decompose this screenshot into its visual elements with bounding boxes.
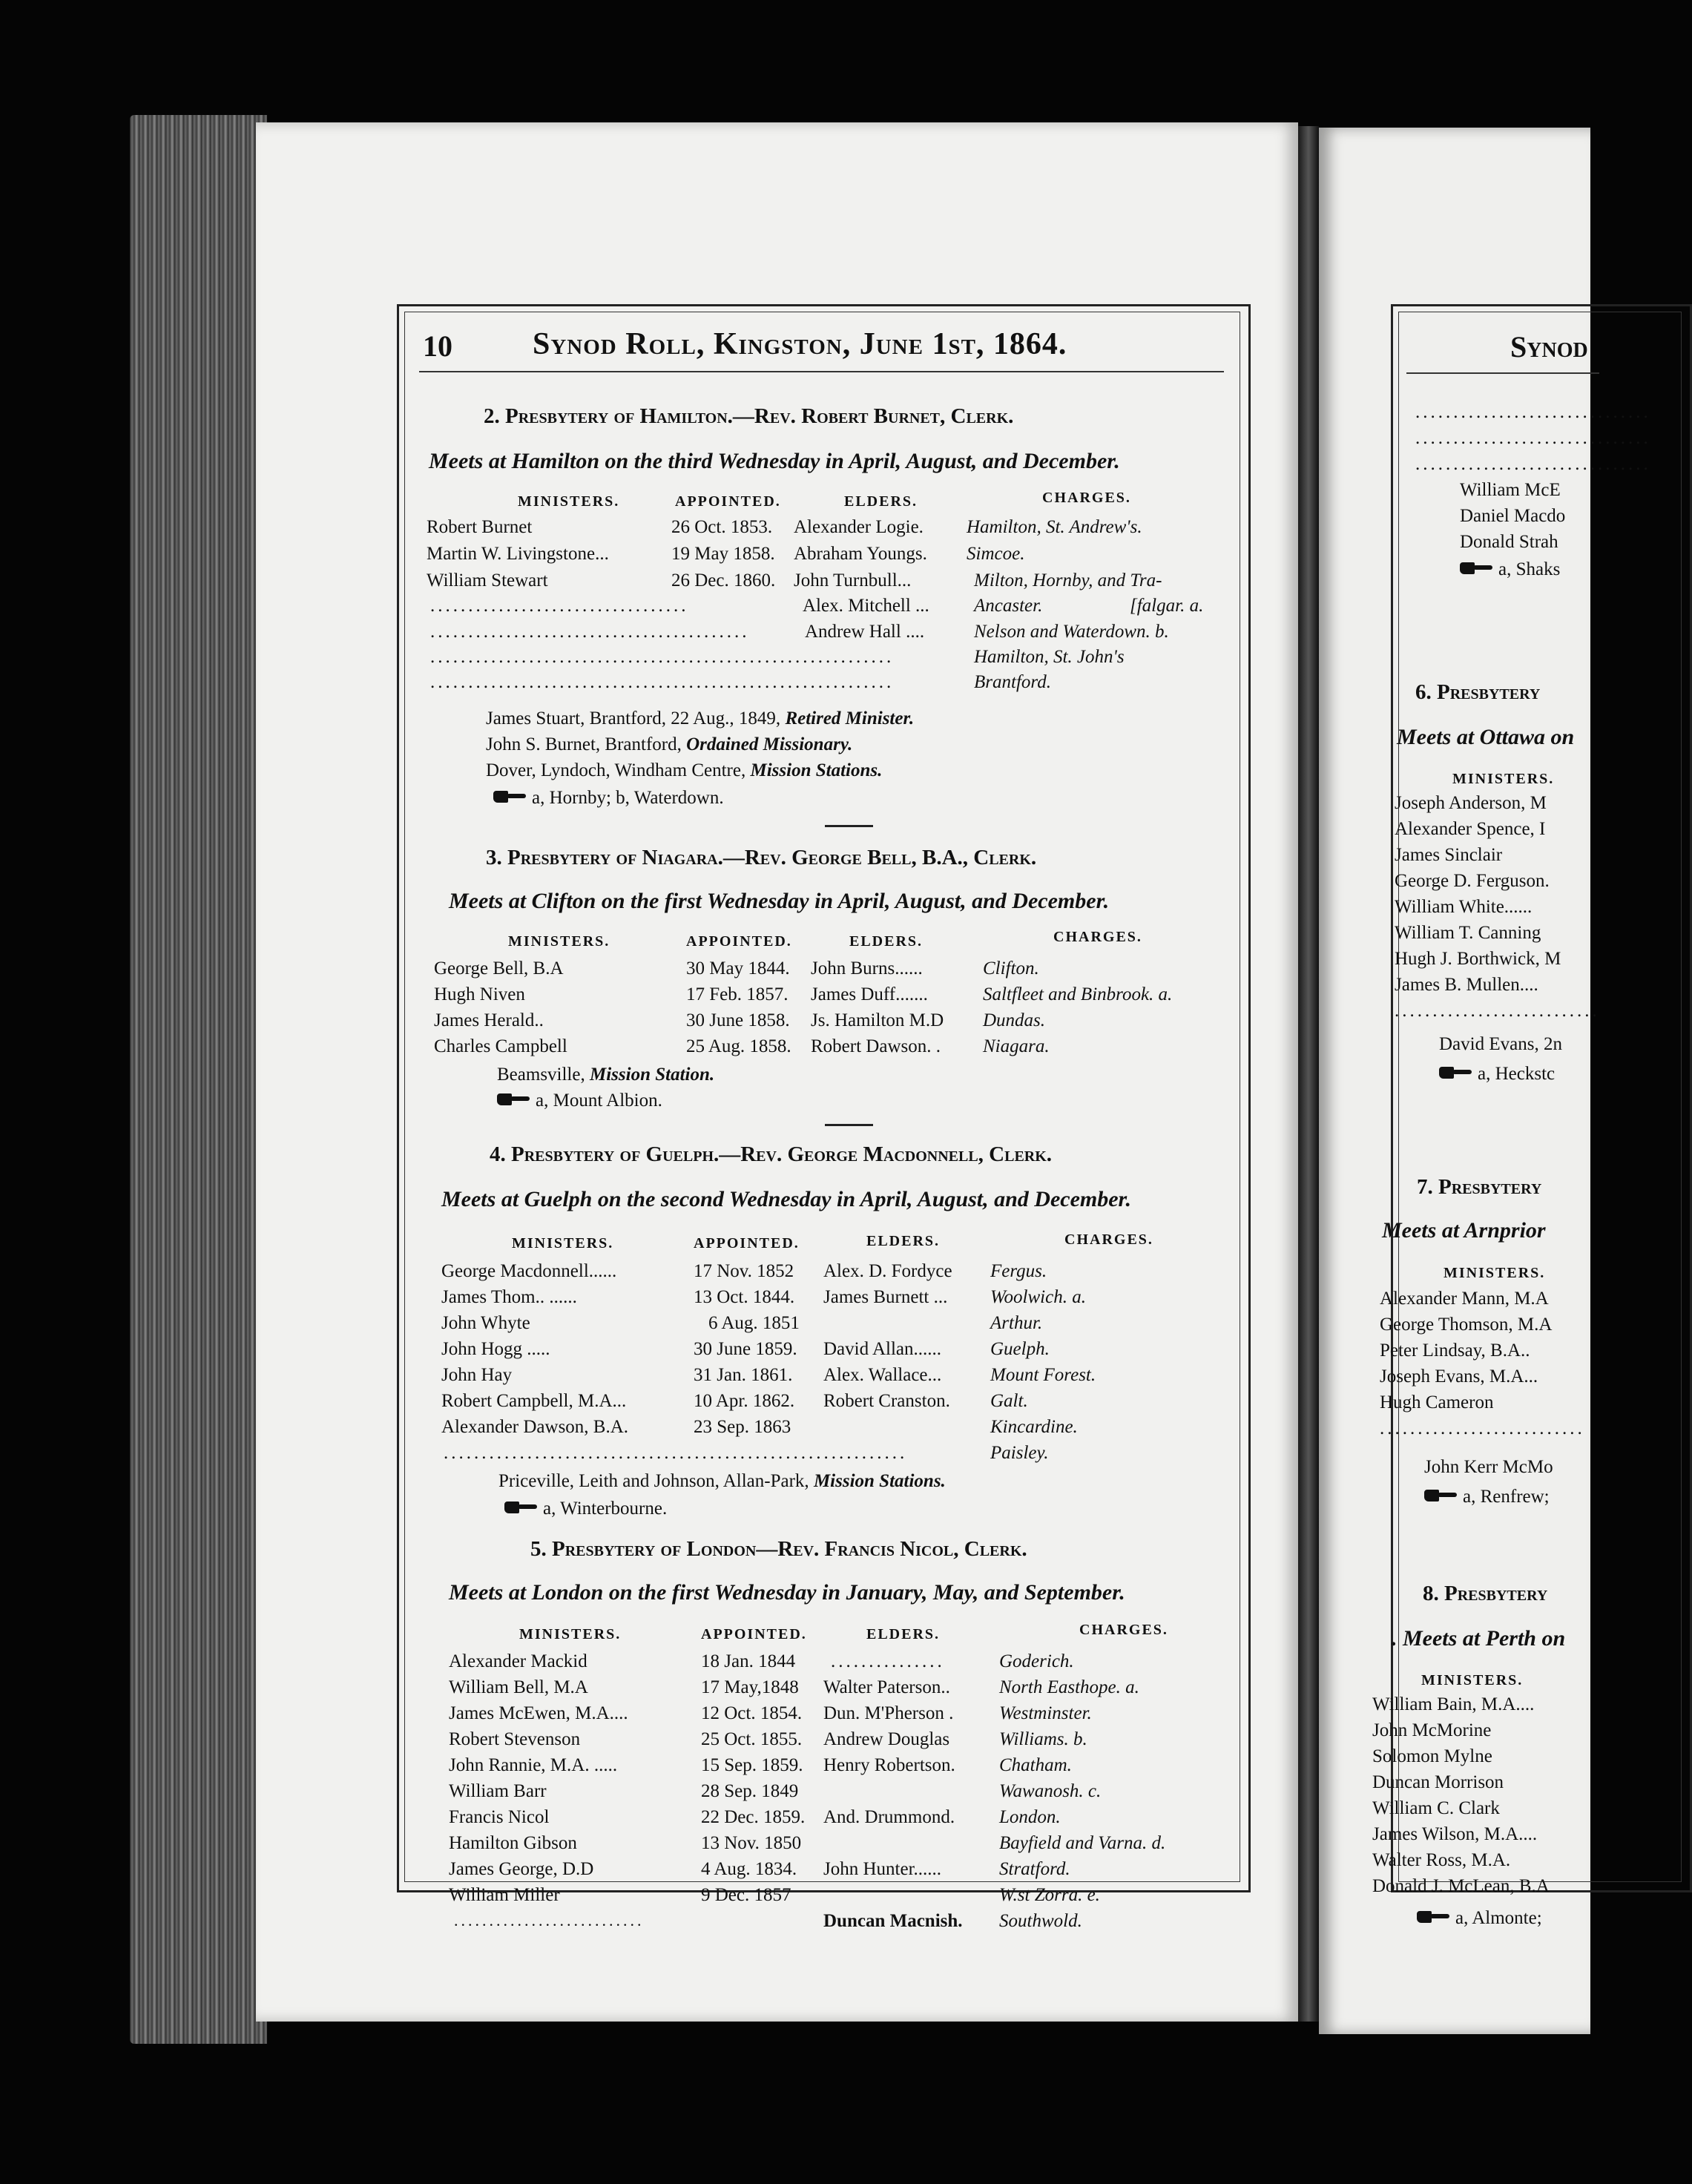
charge-name: North Easthope. a. [999,1677,1139,1697]
column-header-elders: ELDERS. [849,933,924,950]
note-line: James Stuart, Brantford, 22 Aug., 1849, Retired Minister. [486,708,915,728]
minister-name: Joseph Evans, M.A... [1380,1366,1538,1387]
appointed-date: 13 Nov. 1850 [701,1833,802,1853]
minister-name: Hamilton Gibson [449,1833,577,1853]
minister-name: George Macdonnell...... [441,1261,617,1281]
charge-name: Hamilton, St. John's [974,647,1125,667]
running-title: Synod Roll, Kingston, June 1st, 1864. [533,327,1067,361]
appointed-date: 31 Jan. 1861. [694,1365,793,1385]
charge-name: Chatham. [999,1755,1072,1775]
column-header-charges: CHARGES. [1064,1231,1153,1248]
elder-name: Daniel Macdo [1460,506,1566,526]
appointed-date: 6 Aug. 1851 [708,1313,800,1333]
elder-name: Alexander Logie. [794,517,924,537]
appointed-date: 23 Sep. 1863 [694,1417,791,1437]
charge-continuation: [falgar. a. [1130,596,1204,616]
elder-name: And. Drummond. [823,1807,955,1827]
minister-name: George Thomson, M.A [1380,1315,1553,1335]
meeting-info: . Meets at Perth on [1392,1626,1566,1651]
appointed-date: 12 Oct. 1854. [701,1703,803,1723]
elder-name: James Burnett ... [823,1287,948,1307]
elder-name: Alex. Mitchell ... [803,596,929,616]
column-header-appointed: APPOINTED. [694,1235,800,1251]
column-header-charges: CHARGES. [1079,1622,1168,1638]
minister-name: Donald J. McLean, B.A [1372,1876,1550,1896]
minister-name: George Bell, B.A [434,958,564,978]
appointed-date: 26 Dec. 1860. [671,570,776,591]
minister-name: James Wilson, M.A.... [1372,1824,1538,1844]
charge-name: Simcoe. [967,544,1025,564]
presbytery-title: 5. Presbytery of London—Rev. Francis Nicol, Clerk. [530,1537,1027,1561]
leader-dots: ............................................................. [430,672,895,692]
column-header-ministers: MINISTERS. [519,1626,622,1642]
elder-name: Alex. Wallace... [823,1365,942,1385]
elder-name: John Burns...... [811,958,923,978]
leader-dots: ........................... [1395,1001,1600,1021]
note-line: Beamsville, Mission Station. [497,1065,715,1085]
footnote: a, Shaks [1460,559,1560,580]
charge-name: Woolwich. a. [990,1287,1086,1307]
pointing-hand-icon [493,789,527,805]
appointed-date: 28 Sep. 1849 [701,1781,799,1801]
header-rule [1406,372,1599,374]
pointing-hand-icon [497,1091,531,1108]
leader-dots: ........................... [454,1911,645,1930]
right-page-content [1319,128,1651,2034]
column-header-ministers: MINISTERS. [1444,1265,1546,1281]
elder-name: Alex. D. Fordyce [823,1261,952,1281]
charge-name: Milton, Hornby, and Tra- [974,570,1162,591]
minister-name: John Hay [441,1365,513,1385]
elder-name: Donald Strah [1460,532,1558,552]
leader-dots: ............................................................. [430,647,895,667]
minister-name: Alexander Mackid [449,1651,587,1671]
column-header-elders: ELDERS. [866,1233,941,1249]
minister-name: Peter Lindsay, B.A.. [1380,1341,1530,1361]
elder-name: Abraham Youngs. [794,544,927,564]
appointed-date: 30 June 1859. [694,1339,797,1359]
leader-dots: ............................... [1415,454,1651,474]
meeting-info: Meets at Arnprior [1382,1218,1546,1243]
appointed-date: 25 Aug. 1858. [686,1036,791,1056]
charge-name: Fergus. [990,1261,1047,1281]
appointed-date: 4 Aug. 1834. [701,1859,797,1879]
minister-name: William T. Canning [1395,923,1541,943]
charge-name: Ancaster. [974,596,1043,616]
minister-name: William Barr [449,1781,547,1801]
running-title: Synod [1510,330,1588,364]
meeting-info: Meets at Guelph on the second Wednesday in April, August, and December. [441,1187,1132,1211]
elder-name: Andrew Douglas [823,1729,950,1749]
footnote: a, Hornby; b, Waterdown. [493,788,724,809]
elder-name: Walter Paterson.. [823,1677,950,1697]
minister-name: Hugh Cameron [1380,1392,1494,1412]
pointing-hand-icon [1417,1909,1451,1925]
elder-name: David Allan...... [823,1339,942,1359]
minister-name: Alexander Mann, M.A [1380,1289,1549,1309]
charge-name: Williams. b. [999,1729,1087,1749]
elder-name: Dun. M'Pherson . [823,1703,954,1723]
minister-name: Alexander Spence, I [1395,819,1546,839]
minister-name: Robert Campbell, M.A... [441,1391,627,1411]
column-header-elders: ELDERS. [866,1626,941,1642]
column-header-appointed: APPOINTED. [675,493,781,510]
leader-dots: .................................. [430,596,689,616]
meeting-info: Meets at Clifton on the first Wednesday in April, August, and December. [449,889,1110,913]
minister-name: Duncan Morrison [1372,1772,1504,1792]
charge-name: Kincardine. [990,1417,1078,1437]
minister-name: William White...... [1395,897,1533,917]
charge-name: Bayfield and Varna. d. [999,1833,1166,1853]
leader-dots: ............................... [1415,402,1651,422]
presbytery-title: 4. Presbytery of Guelph.—Rev. George Macdonnell, Clerk. [490,1142,1053,1166]
elder-name: Robert Dawson. . [811,1036,941,1056]
note-line: Dover, Lyndoch, Windham Centre, Mission Stations. [486,760,883,780]
minister-name: William Miller [449,1885,560,1905]
charge-name: Paisley. [990,1443,1049,1463]
meeting-info: Meets at Hamilton on the third Wednesday in April, August, and December. [429,449,1120,473]
elder-name: Duncan Macnish. [823,1911,963,1931]
pointing-hand-icon [504,1499,539,1516]
charge-name: Galt. [990,1391,1028,1411]
charge-name: Dundas. [983,1010,1046,1030]
minister-name: William Bain, M.A.... [1372,1694,1535,1714]
footnote: a, Winterbourne. [504,1499,667,1519]
column-header-ministers: MINISTERS. [512,1235,614,1251]
elder-name: Henry Robertson. [823,1755,955,1775]
pointing-hand-icon [1460,560,1494,576]
book-page-edges [130,115,267,2044]
elder-name: James Duff....... [811,984,928,1004]
presbytery-title: 2. Presbytery of Hamilton.—Rev. Robert Burnet, Clerk. [484,404,1014,428]
charge-name: Westminster. [999,1703,1092,1723]
minister-name: Martin W. Livingstone... [427,544,609,564]
appointed-date: 17 Nov. 1852 [694,1261,794,1281]
appointed-date: 9 Dec. 1857 [701,1885,791,1905]
charge-name: Goderich. [999,1651,1074,1671]
leader-dots: ............... [831,1651,945,1671]
pointing-hand-icon [1439,1065,1473,1081]
column-header-charges: CHARGES. [1053,929,1142,945]
appointed-date: 30 May 1844. [686,958,790,978]
minister-name: James Thom.. ...... [441,1287,577,1307]
appointed-date: 19 May 1858. [671,544,775,564]
appointed-date: 13 Oct. 1844. [694,1287,795,1307]
column-header-elders: ELDERS. [844,493,918,510]
minister-name: Robert Stevenson [449,1729,581,1749]
minister-name: Walter Ross, M.A. [1372,1850,1511,1870]
charge-name: Nelson and Waterdown. b. [974,622,1169,642]
appointed-date: 17 May,1848 [701,1677,799,1697]
minister-name: James Sinclair [1395,845,1503,865]
appointed-date: 26 Oct. 1853. [671,517,773,537]
minister-name: William C. Clark [1372,1798,1500,1818]
minister-name: William Bell, M.A [449,1677,588,1697]
column-header-appointed: APPOINTED. [686,933,792,950]
section-divider [825,825,873,827]
elder-name: Andrew Hall .... [805,622,925,642]
note-line: David Evans, 2n [1439,1034,1562,1054]
column-header-ministers: MINISTERS. [1452,771,1555,787]
minister-name: James George, D.D [449,1859,594,1879]
appointed-date: 18 Jan. 1844 [701,1651,796,1671]
column-header-charges: CHARGES. [1042,490,1131,506]
charge-name: Wawanosh. c. [999,1781,1102,1801]
minister-name: James Herald.. [434,1010,544,1030]
section-divider [825,1124,873,1126]
charge-name: Hamilton, St. Andrew's. [967,517,1142,537]
footnote: a, Heckstc [1439,1064,1555,1085]
presbytery-title: 6. Presbytery [1415,680,1541,704]
minister-name: Charles Campbell [434,1036,567,1056]
footnote: a, Almonte; [1417,1908,1542,1929]
elder-name: Robert Cranston. [823,1391,950,1411]
note-line: John Kerr McMo [1424,1457,1553,1477]
minister-name: Solomon Mylne [1372,1746,1492,1766]
minister-name: Robert Burnet [427,517,533,537]
charge-name: Brantford. [974,672,1051,692]
elder-name: Js. Hamilton M.D [811,1010,944,1030]
appointed-date: 25 Oct. 1855. [701,1729,803,1749]
minister-name: Hugh J. Borthwick, M [1395,949,1561,969]
leader-dots: ............................... [1415,428,1651,448]
elder-name: John Turnbull... [794,570,912,591]
leader-dots: ............................................................. [444,1443,908,1463]
appointed-date: 30 June 1858. [686,1010,790,1030]
charge-name: Arthur. [990,1313,1043,1333]
presbytery-title: 7. Presbytery [1417,1175,1542,1199]
minister-name: Francis Nicol [449,1807,550,1827]
column-header-ministers: MINISTERS. [518,493,620,510]
pointing-hand-icon [1424,1487,1458,1504]
minister-name: John Hogg ..... [441,1339,550,1359]
page-number: 10 [423,329,452,363]
minister-name: James B. Mullen.... [1395,975,1538,995]
header-rule [419,371,1224,372]
charge-name: Guelph. [990,1339,1050,1359]
charge-name: Saltfleet and Binbrook. a. [983,984,1173,1004]
appointed-date: 22 Dec. 1859. [701,1807,806,1827]
charge-name: Stratford. [999,1859,1070,1879]
note-line: John S. Burnet, Brantford, Ordained Missionary. [486,734,853,754]
column-header-appointed: APPOINTED. [701,1626,807,1642]
minister-name: Alexander Dawson, B.A. [441,1417,629,1437]
elder-name: John Hunter...... [823,1859,942,1879]
minister-name: Joseph Anderson, M [1395,793,1547,813]
column-header-ministers: MINISTERS. [508,933,610,950]
presbytery-title: 8. Presbytery [1423,1582,1548,1605]
minister-name: John Rannie, M.A. ..... [449,1755,618,1775]
charge-name: Mount Forest. [990,1365,1096,1385]
column-header-ministers: MINISTERS. [1421,1672,1524,1688]
note-line: Priceville, Leith and Johnson, Allan-Park, Mission Stations. [498,1471,946,1491]
book-gutter [1298,126,1319,2022]
charge-name: Clifton. [983,958,1039,978]
elder-name: William McE [1460,480,1561,500]
appointed-date: 15 Sep. 1859. [701,1755,803,1775]
charge-name: W.st Zorra. e. [999,1885,1100,1905]
charge-name: London. [999,1807,1061,1827]
presbytery-title: 3. Presbytery of Niagara.—Rev. George Bell, B.A., Clerk. [486,846,1037,869]
minister-name: John Whyte [441,1313,530,1333]
charge-name: Niagara. [983,1036,1050,1056]
minister-name: James McEwen, M.A.... [449,1703,628,1723]
charge-name: Southwold. [999,1911,1082,1931]
minister-name: William Stewart [427,570,548,591]
leader-dots: ........................... [1380,1418,1585,1438]
minister-name: Hugh Niven [434,984,525,1004]
footnote: a, Renfrew; [1424,1487,1550,1507]
appointed-date: 17 Feb. 1857. [686,984,789,1004]
footnote: a, Mount Albion. [497,1091,662,1111]
minister-name: John McMorine [1372,1720,1492,1740]
minister-name: George D. Ferguson. [1395,871,1550,891]
meeting-info: Meets at Ottawa on [1397,725,1575,749]
appointed-date: 10 Apr. 1862. [694,1391,795,1411]
leader-dots: .......................................... [430,622,750,642]
meeting-info: Meets at London on the first Wednesday in January, May, and September. [449,1580,1125,1605]
